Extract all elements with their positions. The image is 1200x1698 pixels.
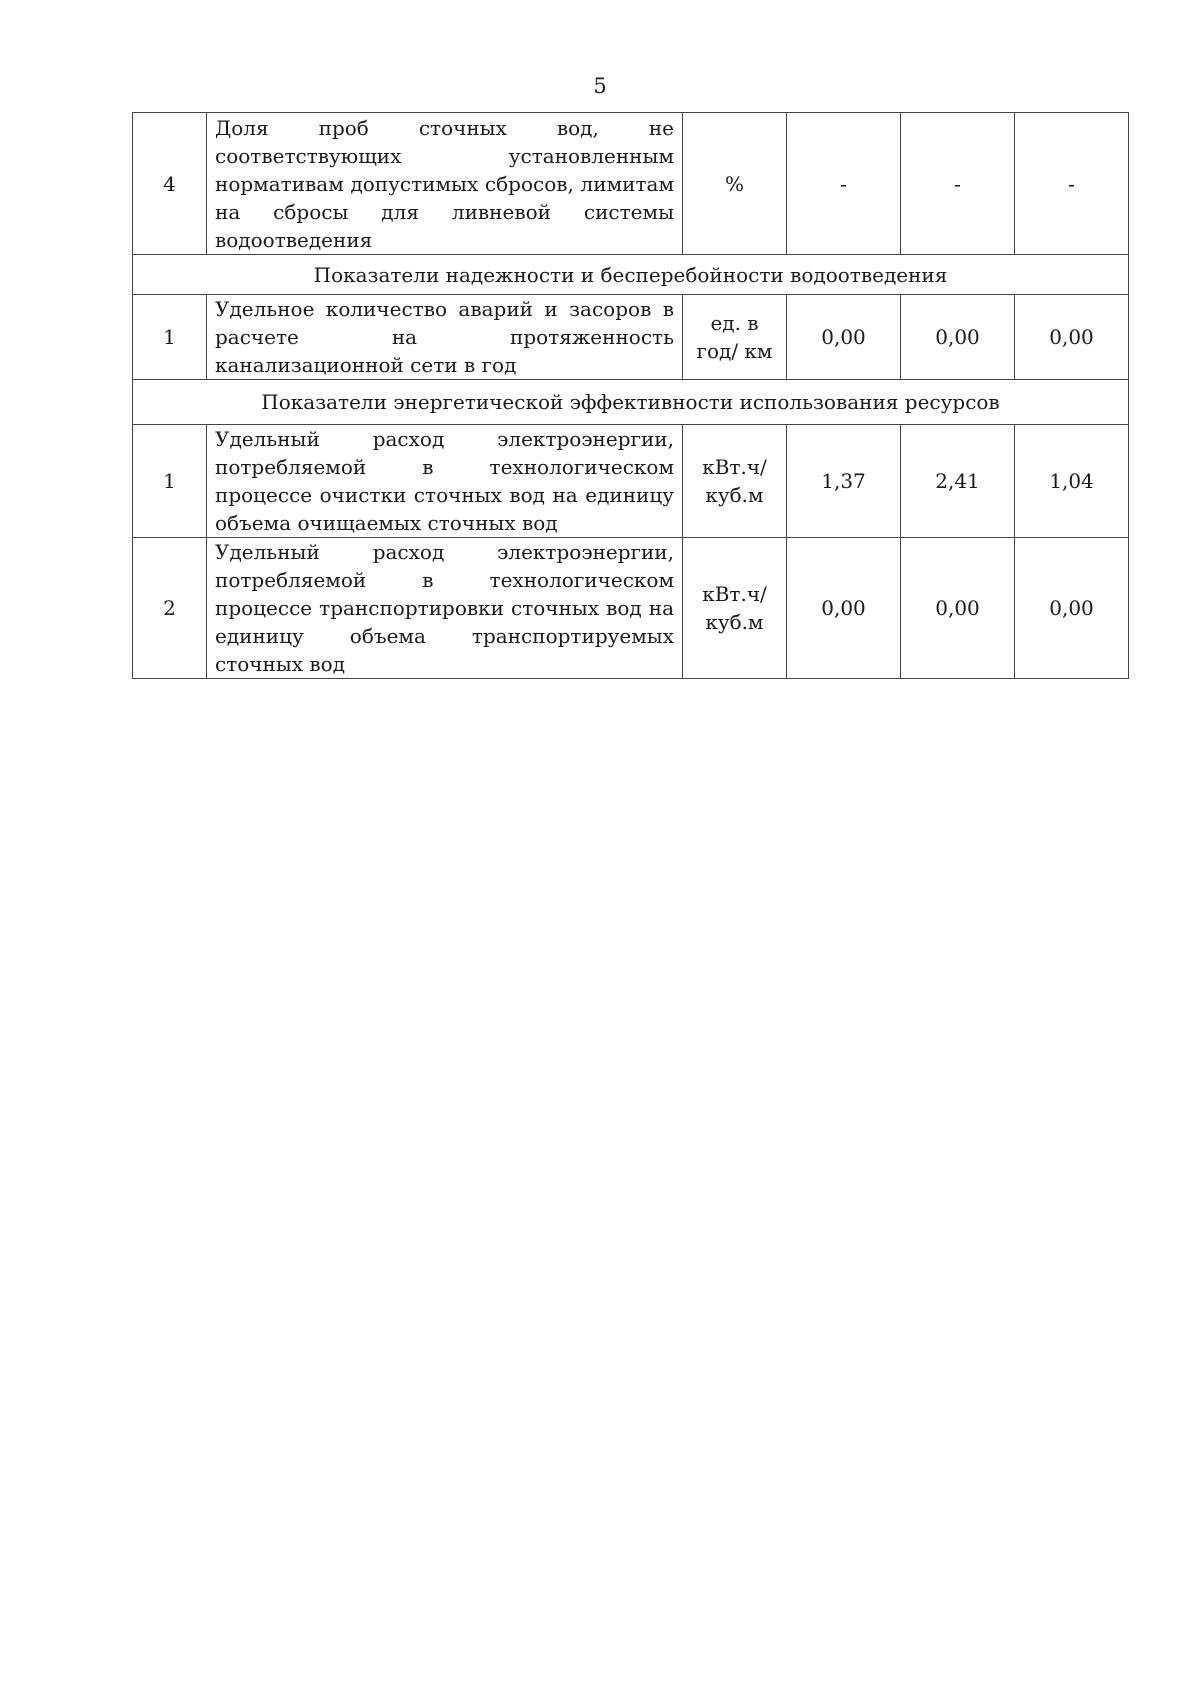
indicator-name: Удельное количество аварий и засоров в расчете на протяженность канализационной сети в год bbox=[207, 295, 683, 380]
table-row bbox=[133, 113, 1129, 255]
page-number: 5 bbox=[593, 74, 607, 98]
table-row bbox=[133, 425, 1129, 538]
value-cell-2: 2,41 bbox=[901, 425, 1015, 538]
section-row bbox=[133, 255, 1129, 295]
section-title-energy: Показатели энергетической эффективности использования ресурсов bbox=[133, 380, 1129, 425]
row-number: 1 bbox=[133, 425, 207, 538]
value-cell-3: 0,00 bbox=[1015, 538, 1129, 679]
section-row bbox=[133, 380, 1129, 425]
unit-cell: кВт.ч/ куб.м bbox=[683, 538, 787, 679]
indicators-table bbox=[132, 112, 1129, 679]
value-cell-2: 0,00 bbox=[901, 538, 1015, 679]
unit-cell: % bbox=[683, 113, 787, 255]
value-cell-2: - bbox=[901, 113, 1015, 255]
value-cell-3: 1,04 bbox=[1015, 425, 1129, 538]
section-title-reliability: Показатели надежности и бесперебойности водоотведения bbox=[133, 255, 1129, 295]
table-row bbox=[133, 295, 1129, 380]
indicator-name: Удельный расход электроэнергии, потребляемой в технологическом процессе очистки сточных вод на единицу объема очищаемых сточных вод bbox=[207, 425, 683, 538]
value-cell-3: - bbox=[1015, 113, 1129, 255]
row-number: 2 bbox=[133, 538, 207, 679]
table-row bbox=[133, 538, 1129, 679]
value-cell-3: 0,00 bbox=[1015, 295, 1129, 380]
unit-cell: кВт.ч/ куб.м bbox=[683, 425, 787, 538]
value-cell-1: - bbox=[787, 113, 901, 255]
value-cell-2: 0,00 bbox=[901, 295, 1015, 380]
value-cell-1: 1,37 bbox=[787, 425, 901, 538]
indicator-name: Доля проб сточных вод, не соответствующих установленным нормативам допустимых сбросов, лимитам на сбросы для ливневой системы водоотведения bbox=[207, 113, 683, 255]
value-cell-1: 0,00 bbox=[787, 538, 901, 679]
value-cell-1: 0,00 bbox=[787, 295, 901, 380]
row-number: 1 bbox=[133, 295, 207, 380]
row-number: 4 bbox=[133, 113, 207, 255]
indicator-name: Удельный расход электроэнергии, потребляемой в технологическом процессе транспортировки сточных вод на единицу объема транспортируемых сточных вод bbox=[207, 538, 683, 679]
unit-cell: ед. в год/ км bbox=[683, 295, 787, 380]
